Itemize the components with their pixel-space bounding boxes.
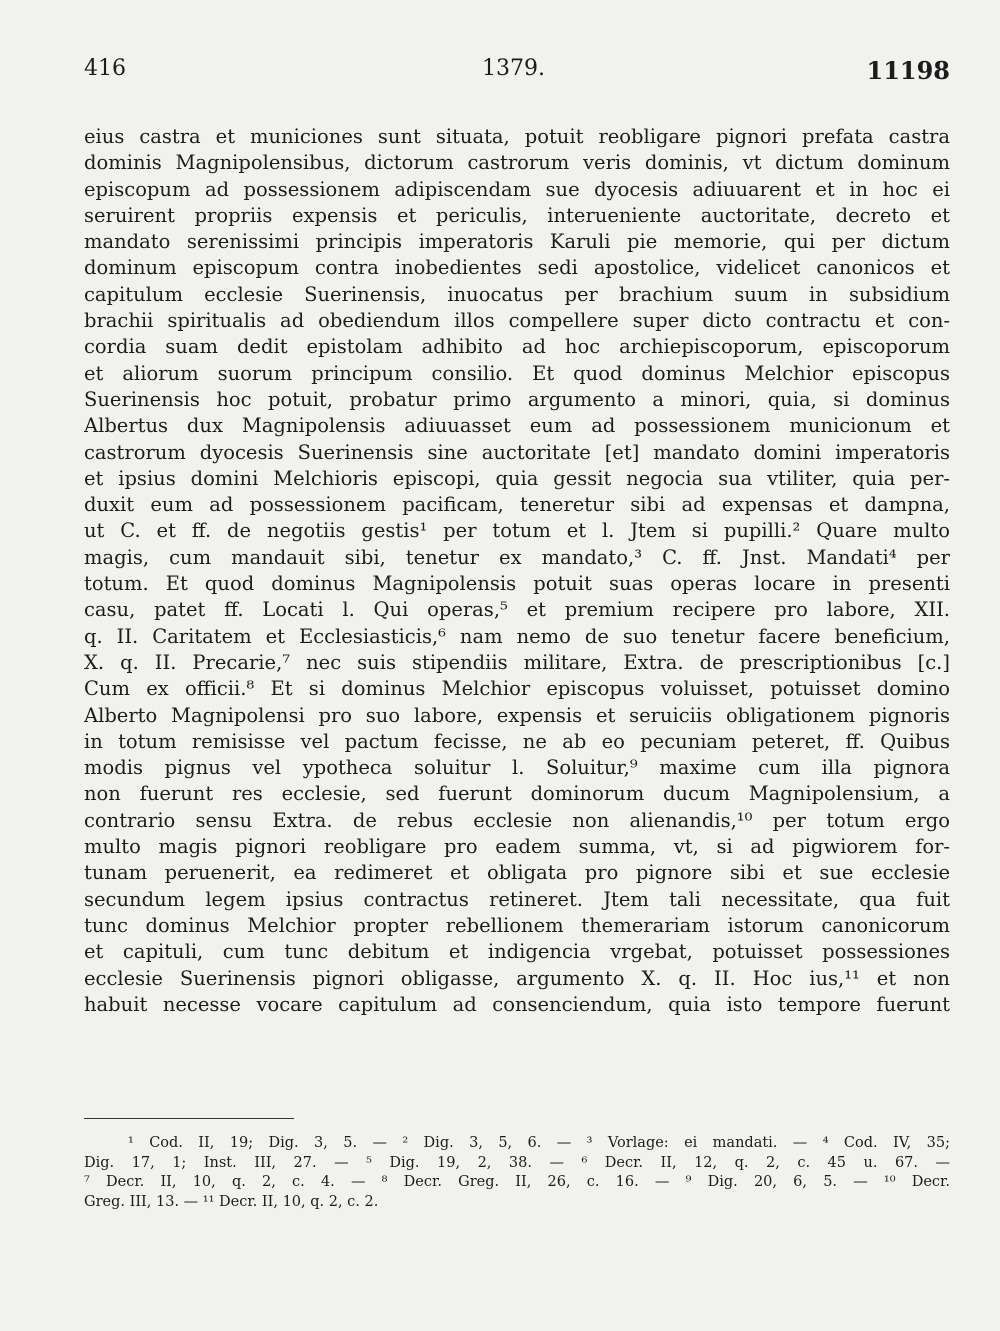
text-line: in totum remisisse vel pactum fecisse, ne ab eo pecuniam peteret, ff. Quibus [84, 729, 950, 753]
footnote-line: Greg. III, 13. — ¹¹ Decr. II, 10, q. 2, c. 2. [84, 1193, 379, 1210]
text-line: mandato serenissimi principis imperatoris Karuli pie memorie, qui per dictum [84, 230, 950, 254]
text-line: Cum ex officii.⁸ Et si dominus Melchior episcopus voluisset, potuisset domino [84, 677, 950, 701]
text-line: modis pignus vel ypotheca soluitur l. Soluitur,⁹ maxime cum illa pignora [84, 756, 950, 780]
text-line: dominis Magnipolensibus, dictorum castrorum veris dominis, vt dictum dominum [84, 151, 950, 175]
text-line: ut C. et ff. de negotiis gestis¹ per totum et l. Jtem si pupilli.² Quare multo [84, 519, 950, 543]
text-line: totum. Et quod dominus Magnipolensis potuit suas operas locare in presenti [84, 572, 950, 596]
text-line: tunc dominus Melchior propter rebellionem themerariam istorum canonicorum [84, 913, 950, 937]
footnotes [84, 1134, 950, 1212]
text-line: dominum episcopum contra inobedientes sedi apostolice, videlicet canonicos et [84, 256, 950, 280]
text-line: episcopum ad possessionem adipiscendam sue dyocesis adiuuarent et in hoc ei [84, 177, 950, 201]
footnote-line: Dig. 17, 1; Inst. III, 27. — ⁵ Dig. 19, 2, 38. — ⁶ Decr. II, 12, q. 2, c. 45 u. 67. — [84, 1154, 950, 1171]
footnote-line: ⁷ Decr. II, 10, q. 2, c. 4. — ⁸ Decr. Greg. II, 26, c. 16. — ⁹ Dig. 20, 6, 5. — ¹⁰ Decr. [84, 1174, 950, 1190]
text-line: brachii spiritualis ad obediendum illos compellere super dicto contractu et con- [84, 309, 950, 333]
text-line: secundum legem ipsius contractus retineret. Jtem tali necessitate, qua fuit [84, 887, 950, 911]
text-line: tunam peruenerit, ea redimeret et obligata pro pignore sibi et sue ecclesie [84, 861, 950, 885]
header-year: 1379. [482, 56, 545, 81]
text-line: casu, patet ff. Locati l. Qui operas,⁵ et premium recipere pro labore, XII. [84, 598, 950, 622]
text-line: multo magis pignori reobligare pro eadem summa, vt, si ad pigwiorem for- [84, 835, 950, 859]
text-line: capitulum ecclesie Suerinensis, inuocatus per brachium suum in subsidium [84, 282, 950, 306]
text-line: magis, cum mandauit sibi, tenetur ex mandato,³ C. ff. Jnst. Mandati⁴ per [84, 545, 950, 569]
text-line: Suerinensis hoc potuit, probatur primo argumento a minori, quia, si dominus [84, 387, 950, 411]
text-line: Albertus dux Magnipolensis adiuuasset eum ad possessionem municionum et [84, 414, 950, 438]
text-line: non fuerunt res ecclesie, sed fuerunt dominorum ducum Magnipolensium, a [84, 782, 950, 806]
footnote-line: ¹ Cod. II, 19; Dig. 3, 5. — ² Dig. 3, 5, 6. — ³ Vorlage: ei mandati. — ⁴ Cod. IV, 35; [128, 1135, 950, 1151]
main-text [84, 124, 950, 1018]
text-line: ecclesie Suerinensis pignori obligasse, argumento X. q. II. Hoc ius,¹¹ et non [84, 966, 950, 990]
text-line: X. q. II. Precarie,⁷ nec suis stipendiis militare, Extra. de prescriptionibus [c.] [84, 650, 950, 674]
text-line: et capituli, cum tunc debitum et indigencia vrgebat, potuisset possessiones [84, 940, 950, 964]
footnote-separator [84, 1118, 294, 1119]
running-header [84, 56, 950, 96]
text-line: cordia suam dedit epistolam adhibito ad hoc archiepiscoporum, episcoporum [84, 335, 950, 359]
text-line: Alberto Magnipolensi pro suo labore, expensis et seruiciis obligationem pignoris [84, 703, 950, 727]
text-line: et ipsius domini Melchioris episcopi, quia gessit negocia sua vtiliter, quia per- [84, 466, 950, 490]
text-line: duxit eum ad possessionem pacificam, teneretur sibi ad expensas et dampna, [84, 493, 950, 517]
page-number: 416 [84, 56, 126, 81]
text-line: habuit necesse vocare capitulum ad consenciendum, quia isto tempore fuerunt [84, 992, 950, 1016]
text-line: et aliorum suorum principum consilio. Et quod dominus Melchior episcopus [84, 361, 950, 385]
text-line: q. II. Caritatem et Ecclesiasticis,⁶ nam nemo de suo tenetur facere beneficium, [84, 624, 950, 648]
text-line: seruirent propriis expensis et periculis, interueniente auctoritate, decreto et [84, 203, 950, 227]
text-line: contrario sensu Extra. de rebus ecclesie non alienandis,¹⁰ per totum ergo [84, 808, 950, 832]
text-line: eius castra et municiones sunt situata, potuit reobligare pignori prefata castra [84, 125, 950, 148]
document-number: 11198 [866, 56, 950, 85]
text-line: castrorum dyocesis Suerinensis sine auctoritate [et] mandato domini imperatoris [84, 440, 950, 464]
